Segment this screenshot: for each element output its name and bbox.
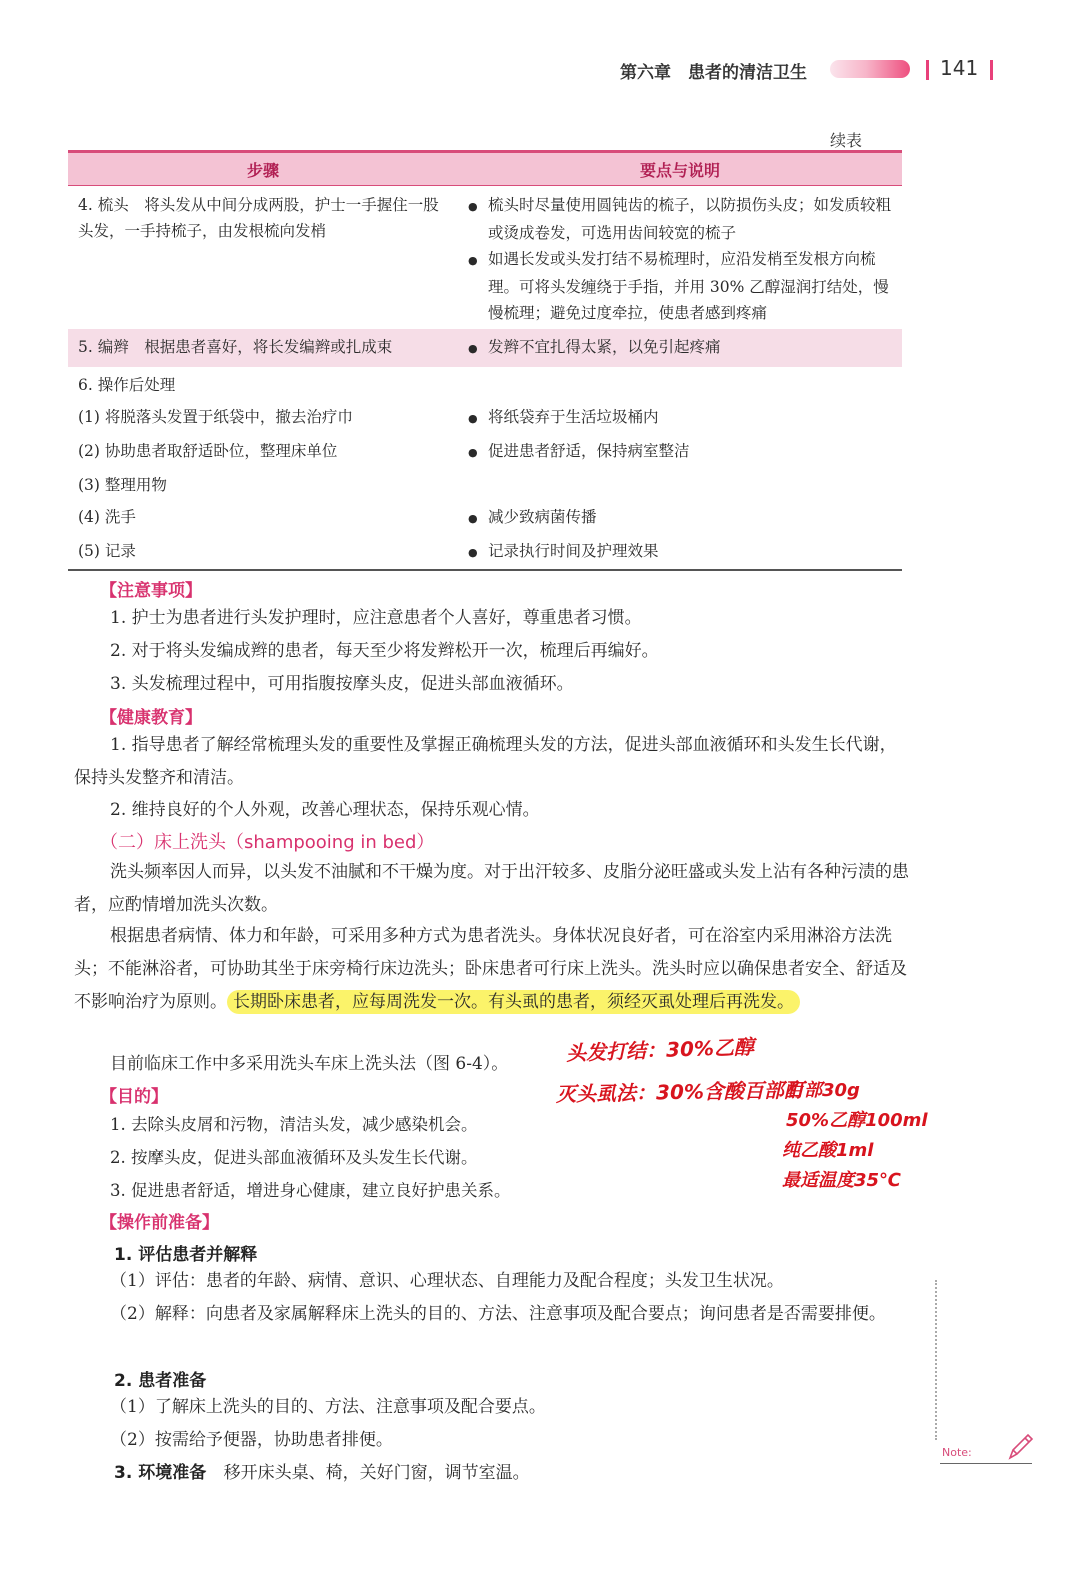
table-header-row	[68, 152, 902, 186]
note-item: ● 减少致病菌传播	[468, 504, 894, 532]
column-header-notes: 要点与说明	[458, 152, 902, 186]
caution-item: 1. 护士为患者进行头发护理时，应注意患者个人喜好，尊重患者习惯。	[110, 608, 642, 628]
purpose-list	[110, 1108, 570, 1207]
purpose-item: 3. 促进患者舒适，增进身心健康，建立良好护患关系。	[110, 1181, 511, 1200]
cautions-list	[110, 602, 910, 701]
purpose-item: 2. 按摩头皮，促进头部血液循环及头发生长代谢。	[110, 1148, 478, 1167]
step-cell: 6. 操作后处理	[78, 376, 176, 394]
handwritten-note: 百部30g	[786, 1080, 860, 1101]
margin-dotted-line	[935, 1280, 937, 1440]
page-number-divider-right	[990, 60, 993, 80]
step-cell: 4. 梳头 将头发从中间分成两股，护士一手握住一股头发，一手持梳子，由发根梳向发梢	[78, 196, 439, 240]
paragraph-methods	[74, 920, 910, 1019]
step-cell: (2) 协助患者取舒适卧位，整理床单位	[78, 442, 338, 460]
notes-cell	[458, 535, 902, 570]
note-item: ● 将纸袋弃于生活垃圾桶内	[468, 404, 894, 432]
pencil-icon	[1004, 1430, 1034, 1464]
note-item: ● 如遇长发或头发打结不易梳理时，应沿发梢至发根方向梳理。可将头发缠绕于手指，并用 30% 乙醇湿润打结处，慢慢梳理；避免过度牵拉，使患者感到疼痛	[468, 246, 894, 326]
note-item: ● 促进患者舒适，保持病室整洁	[468, 438, 894, 466]
table-row	[68, 367, 902, 401]
step-cell: (4) 洗手	[78, 508, 136, 526]
table-row	[68, 469, 902, 501]
caution-item: 3. 头发梳理过程中，可用指腹按摩头皮，促进头部血液循环。	[110, 674, 574, 694]
handwritten-note: 纯乙酸1ml	[782, 1140, 874, 1161]
continued-label: 续表	[830, 131, 863, 150]
prep-subheading-patient: 2. 患者准备	[114, 1371, 207, 1391]
column-header-step: 步骤	[68, 152, 458, 186]
notes-cell	[458, 401, 902, 435]
procedure-table	[68, 150, 902, 571]
highlighted-text: 长期卧床患者，应每周洗发一次。有头虱的患者，须经灭虱处理后再洗发。	[227, 990, 800, 1014]
notes-cell	[458, 435, 902, 469]
notes-cell	[458, 501, 902, 535]
handwritten-note: 灭头虱法：30%含酸百部酊	[555, 1077, 805, 1107]
page-number: 141	[940, 56, 979, 80]
notes-cell	[458, 469, 902, 501]
table-row	[68, 329, 902, 367]
notes-cell	[458, 186, 902, 330]
paragraph-frequency: 洗头频率因人而异，以头发不油腻和不干燥为度。对于出汗较多、皮脂分泌旺盛或头发上沾有各种污渍的患者，应酌情增加洗头次数。	[74, 862, 909, 915]
note-item: ● 发辫不宜扎得太紧，以免引起疼痛	[468, 334, 894, 362]
handwritten-note: 头发打结：30%乙醇	[565, 1034, 755, 1066]
cautions-title: 【注意事项】	[100, 581, 202, 601]
prep-subheading-environment: 3. 环境准备	[114, 1463, 207, 1483]
table-row	[68, 401, 902, 435]
health-education-item: 1. 指导患者了解经常梳理头发的重要性及掌握正确梳理头发的方法，促进头部血液循环和头发生长代谢，保持头发整齐和清洁。	[74, 735, 897, 788]
prep-title: 【操作前准备】	[100, 1213, 219, 1233]
prep-subheading-assess: 1. 评估患者并解释	[114, 1245, 258, 1265]
table-row	[68, 535, 902, 570]
prep-environment-text: 移开床头桌、椅，关好门窗，调节室温。	[223, 1463, 530, 1483]
prep-patient-item: （2）按需给予便器，协助患者排便。	[110, 1430, 393, 1450]
handwritten-note: 50%乙醇100ml	[786, 1110, 928, 1131]
prep-environment	[114, 1458, 530, 1483]
notes-cell	[458, 367, 902, 401]
handwritten-note: 最适温度35℃	[782, 1170, 901, 1191]
table-row	[68, 501, 902, 535]
step-cell: 5. 编辫 根据患者喜好，将长发编辫或扎成束	[68, 329, 458, 367]
prep-assess-item: （1）评估：患者的年龄、病情、意识、心理状态、自理能力及配合程度；头发卫生状况。	[110, 1271, 784, 1291]
prep-assess-item: （2）解释：向患者及家属解释床上洗头的目的、方法、注意事项及配合要点；询问患者是否需要排便。	[110, 1304, 886, 1324]
note-label: Note:	[942, 1446, 972, 1459]
step-cell: (5) 记录	[68, 535, 458, 570]
note-item: ● 梳头时尽量使用圆钝齿的梳子，以防损伤头皮；如发质较粗或烫成卷发，可选用齿间较宽的梳子	[468, 192, 894, 246]
page-number-divider-left	[926, 60, 929, 80]
chapter-title: 第六章 患者的清洁卫生	[620, 63, 807, 83]
notes-cell	[458, 329, 902, 367]
step-cell: (1) 将脱落头发置于纸袋中，撤去治疗巾	[78, 408, 353, 426]
health-education-item: 2. 维持良好的个人外观，改善心理状态，保持乐观心情。	[110, 800, 540, 820]
paragraph-methods-text: 根据患者病情、体力和年龄，可采用多种方式为患者洗头。身体状况良好者，可在浴室内采用淋浴方法洗头；不能淋浴者，可协助其坐于床旁椅行床边洗头；卧床患者可行床上洗头。洗头时应以确保患者安全、舒适及不影响治疗为原则。	[74, 926, 907, 1012]
health-education-title: 【健康教育】	[100, 708, 202, 728]
prep-patient-item: （1）了解床上洗头的目的、方法、注意事项及配合要点。	[110, 1397, 546, 1417]
header-decoration-bar	[830, 60, 910, 78]
purpose-item: 1. 去除头皮屑和污物，清洁头发，减少感染机会。	[110, 1115, 478, 1134]
table-row	[68, 186, 902, 330]
note-item: ● 记录执行时间及护理效果	[468, 538, 894, 566]
paragraph-current-practice: 目前临床工作中多采用洗头车床上洗头法（图 6-4）。	[110, 1054, 509, 1074]
section-title-bed-shampoo: （二）床上洗头（shampooing in bed）	[100, 832, 435, 853]
caution-item: 2. 对于将头发编成辫的患者，每天至少将发辫松开一次，梳理后再编好。	[110, 641, 659, 661]
step-cell: (3) 整理用物	[78, 476, 167, 494]
table-row	[68, 435, 902, 469]
purpose-title: 【目的】	[100, 1087, 168, 1107]
